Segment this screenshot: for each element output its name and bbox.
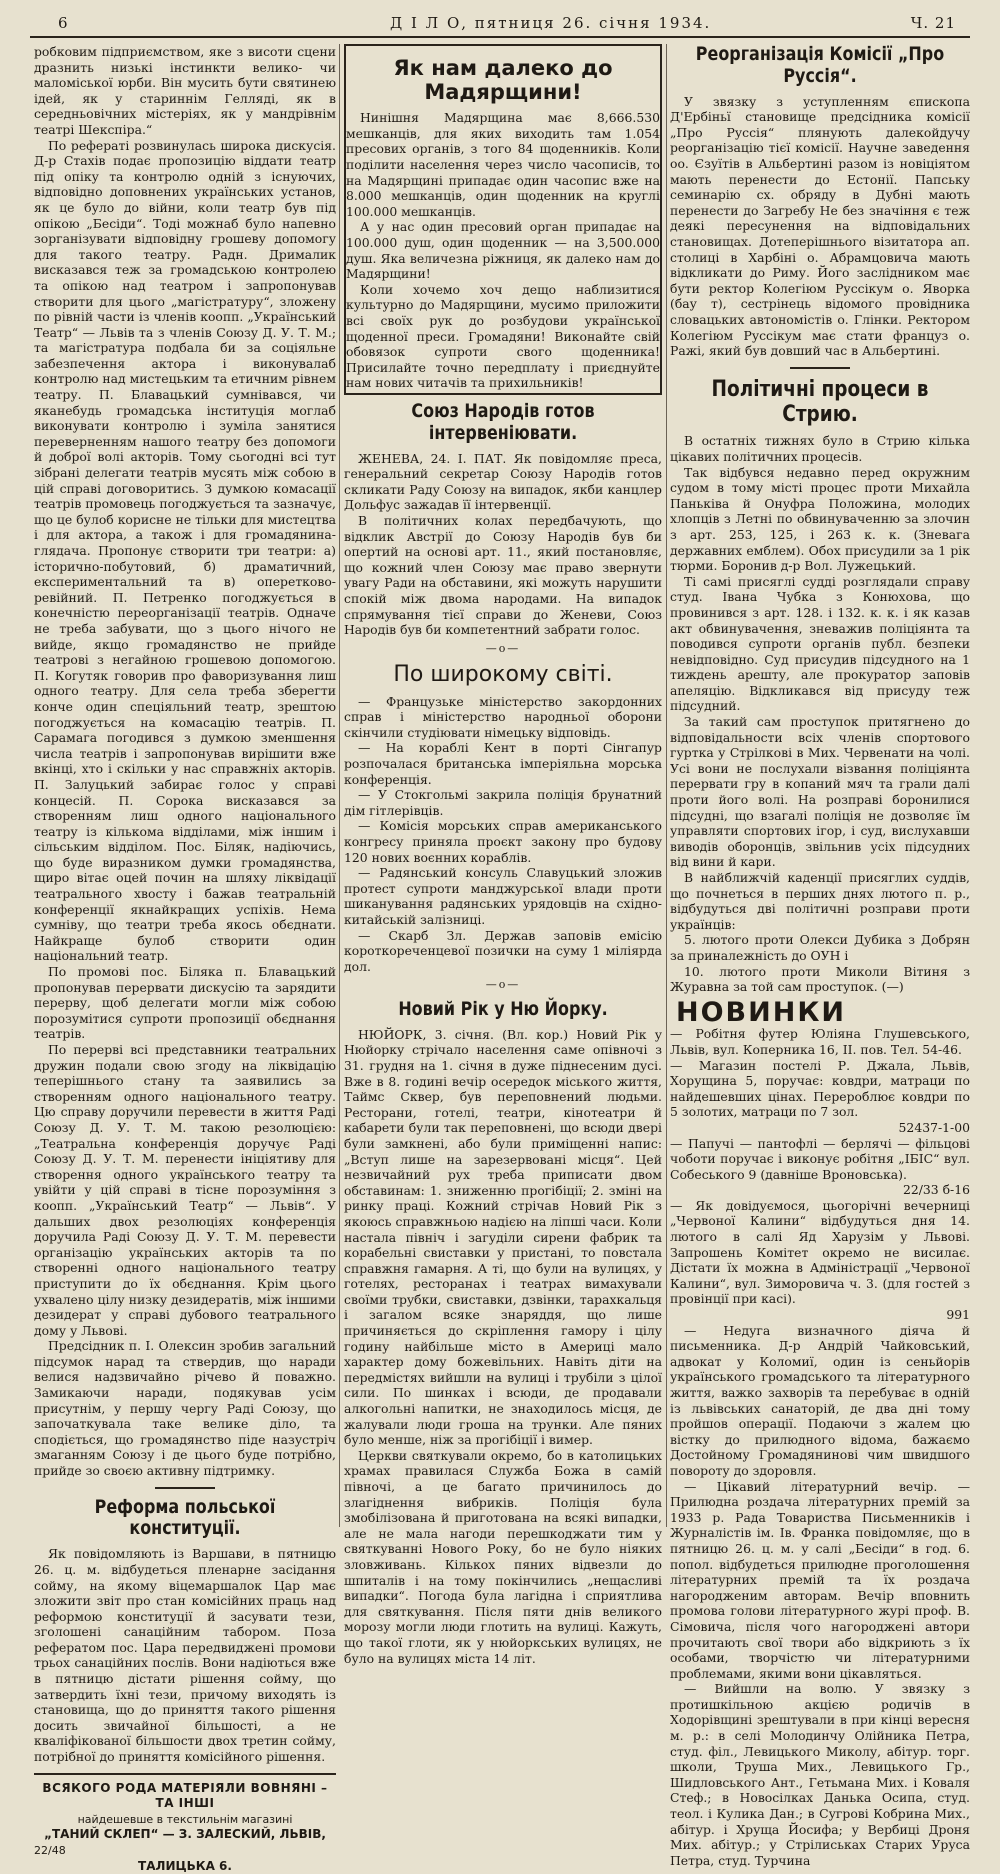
ad-line: ТАЛИЦЬКА 6.	[138, 1858, 232, 1873]
news-item: — Вийшли на волю. У звязку з протишкільною акцією родичів в Ходорівщині зрештували в при кінці вересня м. р.: в селі Молодинчу Олійника Петра, студ. філ., Левицького Миколу, абітур. торг. школи, Труша Мих., Левицького Гр., Шидловського Ант., Гетьмана Мих. і Коваля Стеф.; в Новосілках Данька Осипа, студ. теол. і Кулика Дан.; в Сугрові Кобрина Мих., абітур. і Хруща Йосифа; у Вербиці Дроня Мих. абітур.; у Стрілиськах Старих Уруса Петра, студ. Турчина	[670, 1681, 970, 1868]
trials-paragraph: В найближчій каденції присяглих суддів, що почнеться в перших днях лютого п. р., відбудуться дві політичні розправи проти українців:	[670, 870, 970, 932]
headline-league-of-nations: Союз Народів готов інтервеніювати.	[411, 399, 595, 444]
madyar-paragraph: А у нас один пресовий орган припадає на 100.000 душ, один щоденник — на 3,500.000 душ. Яка величезна ріжниця, як далеко нам до Мадярщини!	[346, 219, 660, 282]
trials-paragraph: 10. лютого проти Миколи Вітиня з Журавна за той сам проступок. (—)	[670, 963, 970, 995]
headline-stryi-trials: Політичні процеси в Стрию.	[711, 376, 929, 428]
ad-code: 991	[946, 1307, 970, 1323]
constitution-article-paragraph: Як повідомляють із Варшави, в пятницю 26. ц. м. відбудеться пленарне засідання сойму, на якому віцемаршалок Цар має зложити звіт про стан комісійних праць над реформою конституції й засувати тези, зголошені санаційним табором. Поза рефератом пос. Цара передвиджені промови трьох санаційних послів. Вони надіються вже в пятницю дістати рішення сойму, що затвердить їхні тези, причому виходять із становища, що до приняття такого рішення досить звичайної більшості, а не кваліфікованої більшости двох третин сойму, потрібної до приняття комісійного рішення.	[34, 1546, 336, 1765]
madyar-paragraph: Коли хочемо хоч дещо наблизитися культурно до Мадярщини, мусимо приложити всі своїх рук до розбудови української щоденної преси. Громадяни! Виконайте свій обовязок супроти свого щоденника! Присилайте точно передплату і приєднуйте нам нових читачів та прихильників!	[346, 281, 660, 391]
classified-ad: — Папучі — пантофлі — берлячі — фільцові чоботи поручає і виконує робітня „ІБІС“ вул. Собеського 9 (давніше Вроновська).	[670, 1135, 970, 1182]
column-3	[670, 43, 970, 1868]
separator: —o—	[485, 641, 521, 655]
theatre-article-paragraph: По промові пос. Біляка п. Блавацький пропонував перервати дискусію та зарядити перерву, щоб делегати могли між собою порозумітися супроти пропозиції обєднання театрів.	[34, 964, 336, 1042]
issue-number: Ч. 21	[910, 14, 956, 32]
trials-paragraph: 5. лютого проти Олекси Дубика з Добрян за приналежність до ОУН і	[670, 932, 970, 963]
headline-madyar: Як нам далеко до Мадярщини!	[393, 56, 613, 105]
trials-paragraph: Так відбувся недавно перед окружним судом в тому місті процес проти Михайла Паньківа й Онуфра Положина, молодих хлопців з Летні по обвинуваченню за злочин з арт. 253, 125, і 263 к. к. (Зневага державних емблем). Обох присудили за 1 рік тюрми. Боронив д-р Вол. Лужецький.	[670, 464, 970, 574]
separator	[790, 367, 850, 369]
column-rule-2	[666, 44, 667, 1527]
world-item: — Французьке міністерство закордонних справ і міністерство народньої оборони скінчили студіювати німецьку відповідь.	[344, 693, 662, 740]
pro-russia-paragraph: У звязку з уступленням єпископа Д'Ербіньї становище предсідника комісії „Про Руссія“ плянують далекойдучу реорганізацію тієї комісії. Научне заведення оо. Єзуїтів в Альбертині разом із новіціятом мають перенести до Естонії. Папську семинарію сх. обряду в Дубні мають перенести до Загребу Не без значіння є теж деякі пересунення на відповідальних становищах. Дотеперішнього візитатора ап. столиці в Харбіні о. Абрамцовича мають відкликати до Риму. Його заслідником має бути ректор Колегіюм Руссікум о. Яворка (бау т), сестрінець відомого провідника словацьких автономістів о. Глінки. Ректором Колегіюм Руссікум має стати француз о. Ражі, який був довший час в Альбертині.	[670, 93, 970, 359]
news-item: — Недуга визначного діяча й письменника. Д-р Андрій Чайковський, адвокат у Коломиї, один із сеньйорів українського громадського та літературного життя, важко захворів та перебуває в одній із львівських санаторій, де два дні тому пройшов операції. Подаючи з жалем цю вістку до прилюдного відома, бажаємо Достойному Громадянинові чим швидшого повороту до здоровля.	[670, 1322, 970, 1478]
theatre-article-paragraph: По перерві всі представники театральних дружин подали свою згоду на ліквідацію теперішнього стану та заявились за створенням одного національного театру. Цю справу доручили перевести в життя Раді Союзу Д. У. Т. М. такою резолюцією: „Театральна конференція доручує Раді Союзу Д. У. Т. М. перенести ініціятиву для створення одного українського театру та увійти у цій справі в тісне порозуміння з коопп. „Український Театр“ — Львів“. У дальших двох резолюціях конференція доручила Раді Союзу Д. У. Т. М. перевести організацію українських акторів та по створенні одного національного театру приступити до їх обєднання. Крім цього ухвалено цілу низку дезидератів, між іншими дезидерат у справі дубового театрального дому у Львові.	[34, 1042, 336, 1338]
league-paragraph: ЖЕНЕВА, 24. І. ПАТ. Як повідомляє преса, генеральний секретар Союзу Народів готов скликати Раду Союзу на випадок, якби канцлер Дольфус зажадав її інтервенції.	[344, 450, 662, 513]
theatre-article-paragraph: По рефераті розвинулась широка дискусія. Д-р Стахів подає пропозицію віддати театр під опіку та контролю одній з існуючих, відповідно доповнених українських установ, як це було до війни, коли театр був під опікою „Бесіди“. Тоді можнаб було напевно зорганізувати відповідну грошеву допомогу для такого театру. Радн. Дрималик висказався теж за громадською контролею та опікою над театром і запропонував створити для цього „магістратуру“, зложену по рівній части із членів коопп. „Український Театр“ — Львів та з членів Союзу Д. У. Т. М.; та магістратура подбала би за соціяльне забезпечення актора і виконувалаб контролю над мистецьким та етичним рівнем театру. П. Блавацький сумнівався, чи яканебудь громадська інституція моглаб виконувати контролю і зуміла занятися переверненням нашого театру без допомоги й доброї волі акторів. Тому сьогодні всі тут зібрані делегати театрів мусять між собою в цій справі договоритись. З думкою комасації театрів промовець погоджується та зазначує, що це булоб корисне не тільки для мистецтва і для актора, а також і для громадянина-глядача. Пропонує створити три театри: а) історично-побутовий, б) драматичний, експериментальний та в) оперетково-ревійний. П. Петренко погоджується в конечністю переорганізації театрів. Одначе не треба забувати, що з цього нічого не вийде, якщо громадянство не прийде театрові з негайною грошевою допомогою. П. Когутяк говорив про фаворизування лиш одного театру. Для села треба зберегти конче один спеціяльний театр, зрештою погоджується на комасацію театрів. П. Сарамага погодився з думкою зменшення числа театрів і запропонував вирішити вже вкінці, хто і скільки у нас справжніх акторів. П. Залуцький забирає голос у справі концесій. П. Сорока висказався за створенням лиш одного національного театру із кількома відділами, між іншим і сільським відділом. Пос. Біляк, надіючись, що буде виразником думки громадянства, щиро вітає оцей почин на шляху ліквідації театрального хвосту і бажав театральній конференції якнайкращих успіхів. Нема сумніву, що театри треба якось обєднати. Найкраще булоб створити один національний театр.	[34, 137, 336, 964]
page-number: 6	[58, 14, 69, 32]
news-section-title: НОВИНКИ	[676, 996, 846, 1028]
new-york-paragraph: Церкви святкували окремо, бо в католицьких храмах правилася Служба Божа в самій півночі, а це багато причинилось до злагіднення вибриків. Поліція була змобілізована й приготована на всякі випадки, але не мала нагоди перешкоджати тим у святкуванні Нового Року, бо не було ніяких зловживань. Кількох пяних відвезли до шпиталів і на тому покінчились „нещасливі випадки“. Погода була лагідна і сприятлива для святкування. Після пяти днів великого морозу могли люди глотить на вулиці. Кажуть, що такої глоти, як у нюйоркських вулицях, не було на вулицях міста 14 літ.	[344, 1447, 662, 1666]
headline-constitution-reform: Реформа польської конституції.	[94, 1495, 276, 1540]
ad-line: найдешевше в текстильнім магазині	[77, 1812, 293, 1826]
masthead	[30, 8, 970, 38]
textile-shop-ad	[34, 1773, 336, 1874]
madyar-box	[344, 44, 662, 395]
madyar-paragraph: Нинішня Мадярщина має 8,666.530 мешканців, для яких виходить там 1.054 пресових органів, з того 84 щоденників. Коли поділити населення через число часописів, то на Мадярщині припадає один часопис вже на 8.000 мешканців, один щоденник на круглі 100.000 мешканців.	[346, 110, 660, 219]
ad-line: „ТАНИЙ СКЛЕП“ — З. ЗАЛЕСКИЙ, ЛЬВІВ,	[44, 1827, 326, 1842]
column-2	[344, 44, 662, 1666]
headline-pro-russia: Реорганізація Комісії „Про Руссія“.	[695, 43, 945, 87]
headline-new-york: Новий Рік у Ню Йорку.	[398, 997, 608, 1020]
masthead-title-date: Д І Л О, пятниця 26. січня 1934.	[390, 14, 712, 32]
trials-paragraph: Ті самі присяглі судді розглядали справу студ. Івана Чубка з Конюхова, що провинився з арт. 128. і 132. к. к. і як казав акт обвинувачення, зневажив поліціянта та поводився супроти органів публ. безпеки невідповідно. Суд присудив підсудного на 1 тиждень арешту, але прокуратор заповів апеляцію. Відкликався від присуду теж підсудний.	[670, 573, 970, 714]
new-york-paragraph: НЮЙОРК, 3. січня. (Вл. кор.) Новий Рік у Нюйорку стрічало населення саме опівночі з 31. грудня на 1. січня в дуже піднесеним дусі. Вже в 8. годині вечір осередок міського життя, Таймс Сквер, був переповнений людьми. Ресторани, готелі, театри, кінотеатри й кабарети були так переповнені, що всюди двері були замкнені, або були приміщенні напис: „Вступ лише на зарезервовані місця“. Цей незвичайний рух треба приписати двом обставинам: 1. зниженню прогібіції; 2. зміні на ринку праці. Кожний стрічав Новий Рік з якоюсь справжньою надією на ліпші часи. Коли настала північ і загуділи сирени фабрик та корабельні свиставки у пристані, то повстала справжня гамарня. А ті, що були на вулицях, у готелях, ресторанах і театрах вимахували своїми трубки, свиставки, дзвінки, тарахкальця і загалом всяке знаряддя, що лише причиняється до скріплення гамору і цілу годину найбільше місто в Америці мало характер дому божевільних. Навіть діти на передмістях вийшли на вулиці і трубіли з цілої сили. По шинках і всюди, де продавали алкогольні напитки, не знаходилось місця, де жалували люди гроша на трунки. Але пяних було менше, ніж за прогібіції і вимер.	[344, 1026, 662, 1448]
ad-code: 52437-1-00	[898, 1119, 970, 1135]
trials-paragraph: За такий сам проступок притягнено до відповідальности всіх членів спортового гуртка у Стрілкові в Мих. Червенати на чолі. Усі вони не послухали візвання поліціянта перервати гру в копаний мяч та грали далі проти його волі. На розправі боронилися підсудні, що взагалі поліція не дозволяє їм управляти спортових ігор, і суд, вислухавши виводів оборонців, звільнив усіх підсудних від вини й кари.	[670, 714, 970, 870]
world-item: — На кораблі Кент в порті Сінгапур розпочалася британська імперіяльна морська конференція.	[344, 740, 662, 787]
column-1	[34, 44, 336, 1873]
world-item: — Комісія морських справ американського конгресу приняла проєкт закону про будову 120 нових воєнних кораблів.	[344, 818, 662, 865]
classified-ad: — Як довідуємося, цьогорічні вечерниці „Червоної Калини“ відбудуться дня 14. лютого в салі Яд Харузім у Львові. Запрошень Комітет окремо не висилає. Дістати їх можна в Адміністрації „Червоної Калини“, вул. Зиморовича ч. 3. (для гостей з провінції при касі).	[670, 1197, 970, 1307]
world-item: — Скарб Зл. Держав заповів емісію короткореченцевої позички на суму 1 міліярда дол.	[344, 927, 662, 974]
trials-paragraph: В остатніх тижнях було в Стрию кілька цікавих політичних процесів.	[670, 433, 970, 464]
theatre-article-paragraph: Предсідник п. І. Олексин зробив загальний підсумок нарад та ствердив, що наради велися надзвичайно річево й поважно. Замикаючи наради, подякував усім присутнім, у першу чергу Раді Союзу, що започаткувала таке велике діло, та сподіється, що громадянство піде назустріч змаганням Союзу і де цього буде потрібно, прийде зо своєю активну підтримку.	[34, 1338, 336, 1479]
world-item: — У Стокгольмі закрила поліція брунатний дім гітлерівців.	[344, 787, 662, 818]
league-paragraph: В політичних колах передбачують, що відклик Австрії до Союзу Народів був би опертий на основі арт. 11., який постановляє, що кожний член Союзу має право звернути увагу Ради на обставини, які можуть нарушити спокій між двома народами. На випадок спрямування тієї справи до Женеви, Союз Народів був би компетентний забрати голос.	[344, 513, 662, 638]
classified-ad: — Робітня футер Юліяна Глушевського, Львів, вул. Коперника 16, II. пов. Тел. 54-46.	[670, 1026, 970, 1057]
theatre-article-paragraph: робковим підприємством, яке з висоти сцени дразнить низькі інстинкти велико- чи маломіської юрби. Він мусить бути святинею ідей, як у стариннім Гелляді, як в середньовічних містеріях, як у мандрівнім театрі Шекспіра.“	[34, 44, 336, 137]
world-item: — Радянський консуль Славуцький зложив протест супроти манджурської влади проти шиканування радянських урядовців на східно-китайській залізниці.	[344, 865, 662, 927]
classified-ad: — Магазин постелі Р. Джала, Львів, Хорущина 5, поручає: ковдри, матраци по найдешевших цінах. Перероблює ковдри по 5 золотих, матраци по 7 зол.	[670, 1057, 970, 1120]
ad-line: ВСЯКОГО РОДА МАТЕРІЯЛИ ВОВНЯНІ – ТА ІНШІ	[42, 1780, 328, 1811]
headline-world: По широкому світі.	[393, 662, 613, 688]
column-rule-1	[339, 44, 340, 1527]
ad-code: 22/48	[34, 1844, 66, 1857]
separator	[155, 1487, 215, 1489]
separator: —o—	[485, 978, 521, 992]
ad-code: 22/33 б-16	[902, 1182, 970, 1198]
news-item: — Цікавий літературний вечір. — Прилюдна роздача літературних премій за 1933 р. Рада Товариства Письменників і Журналістів ім. Ів. Франка повідомляє, що в пятницю 26. ц. м. у салі „Бесіди“ в год. 6. попол. відбудеться прилюдне проголошення літературних премій та їх роздача нагородженим авторам. Вечір вповнить промова голови літературного журі проф. В. Сімовича, після чого нагороджені автори прочитають свої твори або відкриють з їх особами, творчістю чи літературними проблемами, якими вони цікавляться.	[670, 1478, 970, 1681]
